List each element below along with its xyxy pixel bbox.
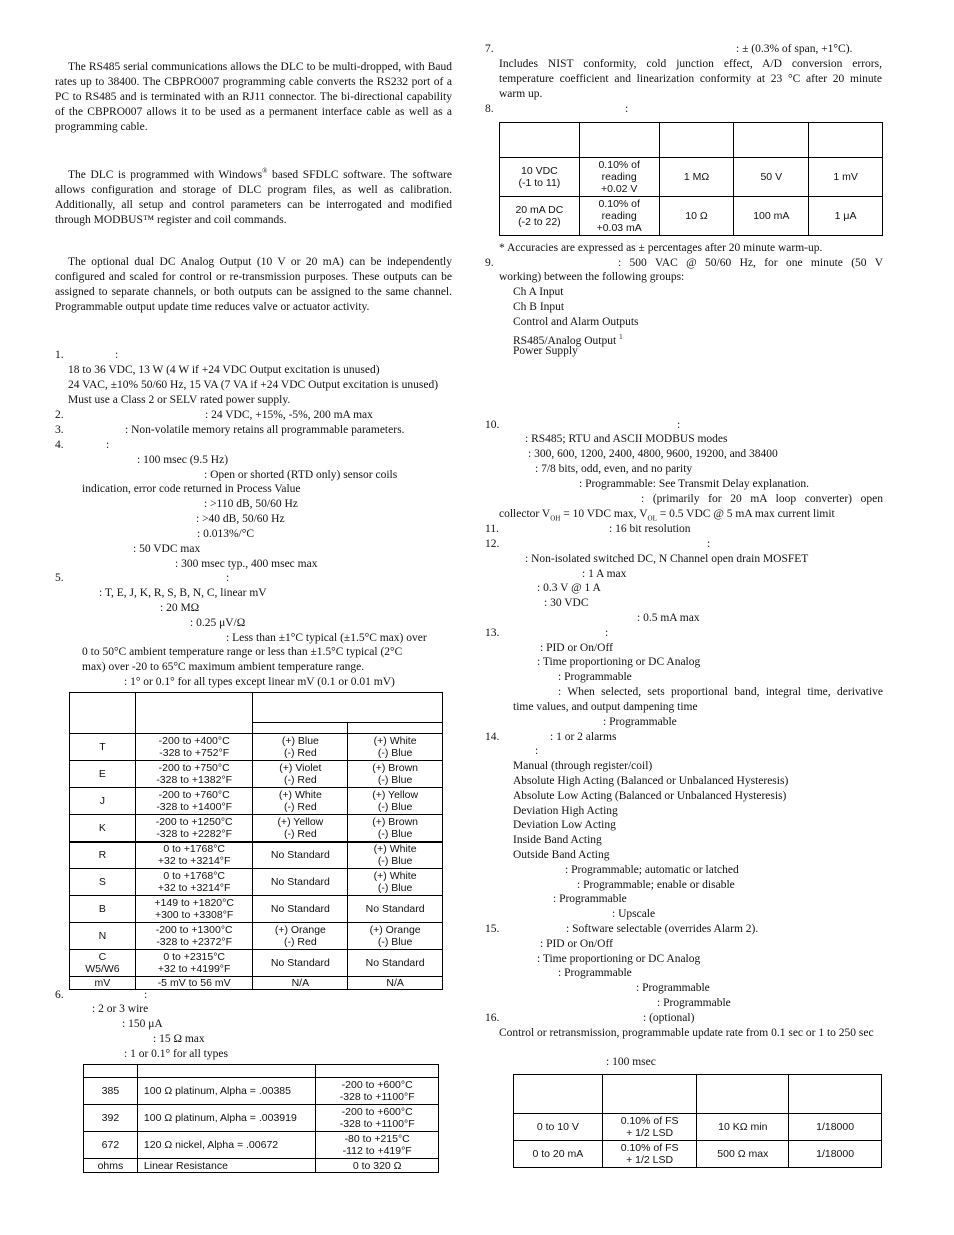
output-type-cell: 0 to 10 V xyxy=(514,1114,603,1141)
software-paragraph xyxy=(55,164,452,228)
wire-color-cell xyxy=(253,761,348,788)
rtd-description-cell: 120 Ω nickel, Alpha = .00672 xyxy=(137,1132,315,1159)
spec-11-text: : 16 bit resolution xyxy=(609,523,691,535)
cell-line: (+) Violet xyxy=(279,762,322,774)
table-header-row xyxy=(514,1075,882,1114)
spec-1-line: 18 to 36 VDC, 13 W (4 W if +24 VDC Output excitation is unused) xyxy=(68,364,380,376)
range-cell xyxy=(135,788,253,815)
spec-3-number: 3. xyxy=(55,424,64,436)
spec-9-head: : 500 VAC @ 50/60 Hz, for one minute (50 V xyxy=(618,257,883,269)
thermocouple-type-cell: T xyxy=(70,734,136,761)
cell-line: No Standard xyxy=(270,957,330,969)
cell-line: -5 mV to 56 mV xyxy=(157,977,231,989)
alarm-mode: Absolute High Acting (Balanced or Unbalanced Hysteresis) xyxy=(513,775,789,787)
spec-14-colon: : xyxy=(535,745,539,757)
spec-8-number: 8. xyxy=(485,103,494,115)
table-header-row xyxy=(70,693,443,723)
spec-4-line: : 300 msec typ., 400 msec max xyxy=(175,558,318,570)
spec-10-line: : Programmable: See Transmit Delay explanation. xyxy=(579,478,809,490)
voltage-text: = 0.5 VDC @ 5 mA max current limit xyxy=(656,508,835,520)
cell-line: 0.10% of xyxy=(598,159,640,171)
cell-line: -328 to +752°F xyxy=(159,747,230,759)
cell-line: 10 VDC xyxy=(521,165,558,177)
table-header-cell xyxy=(348,723,443,734)
cell-line: reading xyxy=(601,171,637,183)
isolation-group: Ch A Input xyxy=(513,286,564,298)
spec-4-number: 4. xyxy=(55,439,64,451)
spec-10-line: : (primarily for 20 mA loop converter) open xyxy=(641,493,883,505)
cell-line: +300 to +3308°F xyxy=(154,909,234,921)
wire-color-cell xyxy=(253,977,348,990)
table-row xyxy=(70,977,443,990)
spec-5-line: : Less than ±1°C typical (±1.5°C max) over xyxy=(226,632,427,644)
table-header-cell xyxy=(514,1075,603,1114)
wire-color-cell xyxy=(253,896,348,923)
spec-15-line: : Programmable xyxy=(558,967,632,979)
table-header-cell xyxy=(809,123,883,158)
table-header-cell xyxy=(602,1075,697,1114)
range-cell xyxy=(316,1078,439,1105)
alarm-mode: Inside Band Acting xyxy=(513,834,602,846)
table-row xyxy=(70,761,443,788)
table-header-cell xyxy=(253,693,443,723)
cell-line: (-) Blue xyxy=(377,827,413,840)
spec-14-line: : Programmable xyxy=(553,893,627,905)
wire-color-cell xyxy=(348,734,443,761)
spec-15-line: : Time proportioning or DC Analog xyxy=(537,953,701,965)
range-cell xyxy=(135,977,253,990)
spec-4-line: : 0.013%/°C xyxy=(197,528,254,540)
range-cell xyxy=(316,1132,439,1159)
spec-5-line: : 20 MΩ xyxy=(160,602,200,614)
load-cell: 500 Ω max xyxy=(697,1141,789,1168)
cell-line: No Standard xyxy=(270,903,330,915)
spec-6-line: : 1 or 0.1° for all types xyxy=(124,1048,228,1060)
spec-16-body: Control or retransmission, programmable update rate from 0.1 sec or 1 to 250 sec xyxy=(499,1027,874,1039)
spec-9-number: 9. xyxy=(485,257,494,269)
spec-12-line: : 30 VDC xyxy=(544,597,589,609)
table-header-row xyxy=(500,123,883,158)
table-header-cell xyxy=(734,123,809,158)
load-cell: 10 KΩ min xyxy=(697,1114,789,1141)
impedance-cell: 1 MΩ xyxy=(659,158,734,197)
spec-5-line: max) over -20 to 65°C maximum ambient temperature range. xyxy=(82,661,365,673)
output-type-cell: 0 to 20 mA xyxy=(514,1141,603,1168)
spec-10-colon: : xyxy=(677,419,681,431)
cell-line: (+) Orange xyxy=(369,924,421,936)
table-row xyxy=(70,788,443,815)
cell-line: -328 to +2282°F xyxy=(156,827,233,840)
spec-5-line: : 1° or 0.1° for all types except linear mV (0.1 or 0.01 mV) xyxy=(124,676,395,688)
spec-12-line: : 1 A max xyxy=(582,568,627,580)
table-row xyxy=(500,197,883,236)
thermocouple-table xyxy=(69,692,443,990)
spec-6-line: : 15 Ω max xyxy=(153,1033,205,1045)
cell-line: (+) Brown xyxy=(372,815,419,828)
spec-10-line: : 300, 600, 1200, 2400, 4800, 9600, 19200, and 38400 xyxy=(528,448,778,460)
table-row xyxy=(70,734,443,761)
cell-line: -200 to +600°C xyxy=(341,1106,413,1118)
accuracy-cell xyxy=(602,1141,697,1168)
cell-line: + 1/2 LSD xyxy=(626,1127,674,1139)
wire-color-cell xyxy=(348,815,443,842)
rs485-paragraph: The RS485 serial communications allows the DLC to be multi-dropped, with Baud rates up to 38400. The CBPRO007 programming cable converts the RS232 port of a PC to RS485 and is terminated with an RJ11 connector. The bi-directional capability of the CBPRO007 allows it to be used as a permanent interface cable as well as a programming cable. xyxy=(55,61,452,133)
table-row xyxy=(84,1105,439,1132)
accuracy-note: * Accuracies are expressed as ± percentages after 20 minute warm-up. xyxy=(499,242,823,254)
table-header-cell xyxy=(84,1065,138,1078)
spec-6-line: : 2 or 3 wire xyxy=(92,1003,149,1015)
cell-line: -112 to +419°F xyxy=(342,1145,412,1157)
thermocouple-type-cell: S xyxy=(70,869,136,896)
thermocouple-type-cell: R xyxy=(70,842,136,869)
spec-6-number: 6. xyxy=(55,989,64,1001)
cell-line: 0.10% of xyxy=(598,198,640,210)
cell-line: -200 to +400°C xyxy=(158,735,230,747)
cell-line: (-) Red xyxy=(284,827,317,840)
table-header-cell xyxy=(659,123,734,158)
cell-line: +32 to +4199°F xyxy=(157,963,231,975)
wire-color-cell xyxy=(253,842,348,869)
spec-5-colon: : xyxy=(226,572,230,584)
table-row xyxy=(70,896,443,923)
spec-14-text: : 1 or 2 alarms xyxy=(550,731,617,743)
software-text-a: The DLC is programmed with Windows xyxy=(68,168,263,181)
cell-line: (+) Yellow xyxy=(277,815,324,828)
cell-line: N/A xyxy=(291,977,310,989)
spec-1-colon: : xyxy=(115,349,119,361)
alarm-mode: Deviation High Acting xyxy=(513,805,618,817)
spec-14-line: : Programmable; automatic or latched xyxy=(565,864,739,876)
cell-line: -328 to +2372°F xyxy=(156,936,233,948)
table-header-cell xyxy=(137,1065,315,1078)
cell-line: 0.10% of FS xyxy=(620,1142,679,1154)
cell-line: (-) Blue xyxy=(377,936,413,948)
thermocouple-type-cell: N xyxy=(70,923,136,950)
table-header-cell xyxy=(697,1075,789,1114)
voltage-text: collector V xyxy=(499,508,551,520)
alarm-mode: Outside Band Acting xyxy=(513,849,610,861)
spec-7-body: Includes NIST conformity, cold junction effect, A/D conversion errors, temperature coefficient and linearization conformity at 23 °C after 20 minute warm up. xyxy=(499,58,882,100)
spec-16-text: : (optional) xyxy=(643,1012,695,1024)
wire-color-cell xyxy=(348,950,443,977)
spec-13-colon: : xyxy=(605,627,609,639)
resolution-cell: 1/18000 xyxy=(789,1141,882,1168)
cell-line: +0.02 V xyxy=(600,183,638,195)
footnote-marker: 1 xyxy=(619,333,623,341)
table-header-cell xyxy=(253,723,348,734)
spec-13-line: : Programmable xyxy=(603,716,677,728)
spec-4-colon: : xyxy=(106,439,110,451)
table-row xyxy=(70,869,443,896)
spec-13-line: : PID or On/Off xyxy=(540,642,613,654)
cell-line: -328 to +1400°F xyxy=(156,801,233,813)
alarm-mode: Manual (through register/coil) xyxy=(513,760,653,772)
spec-1-line: 24 VAC, ±10% 50/60 Hz, 15 VA (7 VA if +24 VDC Output excitation is unused) xyxy=(68,379,439,391)
cell-line: -328 to +1382°F xyxy=(156,774,233,786)
spec-6-line: : 150 μA xyxy=(122,1018,163,1030)
spec-13-line: time values, and output dampening time xyxy=(513,701,698,713)
cell-line: +32 to +3214°F xyxy=(157,882,231,894)
spec-5-number: 5. xyxy=(55,572,64,584)
max-input-cell: 100 mA xyxy=(734,197,809,236)
table-header-cell xyxy=(316,1065,439,1078)
isolation-group: Ch B Input xyxy=(513,301,565,313)
spec-4-line: indication, error code returned in Process Value xyxy=(82,483,301,495)
spec-16-number: 16. xyxy=(485,1012,500,1024)
spec-15-number: 15. xyxy=(485,923,500,935)
software-text-b: based SFDLC software. The software allows configuration and storage of DLC program files, as well as calibration. Additionally, all setup and control parameters can be interrogated and modified through MODBUS™ register and coil commands. xyxy=(55,168,452,226)
spec-14-line: : Upscale xyxy=(612,908,656,920)
analog-output-paragraph: The optional dual DC Analog Output (10 V or 20 mA) can be independently configured and scaled for control or re-transmission purposes. These outputs can be assigned to separate channels, or both outputs can be assigned to the same channel. Programmable output update time reduces valve or actuator activity. xyxy=(55,256,452,313)
table-row xyxy=(500,158,883,197)
rtd-type-cell: 672 xyxy=(84,1132,138,1159)
spec-5-line: : T, E, J, K, R, S, B, N, C, linear mV xyxy=(99,587,267,599)
cell-line: -200 to +1300°C xyxy=(155,924,233,936)
cell-line: -200 to +760°C xyxy=(158,789,230,801)
thermocouple-type-cell: C W5/W6 xyxy=(70,950,136,977)
cell-line: (-1 to 11) xyxy=(518,177,561,189)
isolation-group: Power Supply xyxy=(513,345,578,357)
input-range-cell xyxy=(500,197,580,236)
cell-line: (-) Blue xyxy=(377,855,413,868)
spec-4-line: : >40 dB, 50/60 Hz xyxy=(196,513,285,525)
cell-line: + 1/2 LSD xyxy=(626,1154,674,1166)
table-header-cell xyxy=(579,123,659,158)
cell-line: (+) White xyxy=(373,735,417,747)
analog-output-table xyxy=(513,1074,882,1168)
table-header-cell xyxy=(70,693,136,734)
cell-line: 0 to 320 Ω xyxy=(352,1159,402,1172)
spec-5-line: 0 to 50°C ambient temperature range or less than ±1.5°C typical (2°C xyxy=(82,646,403,658)
spec-1-line: Must use a Class 2 or SELV rated power supply. xyxy=(68,394,291,406)
table-row xyxy=(514,1114,882,1141)
table-row xyxy=(70,923,443,950)
spec-12-number: 12. xyxy=(485,538,500,550)
cell-line: (-) Blue xyxy=(377,801,413,813)
cell-line: (-2 to 22) xyxy=(518,216,561,228)
spec-14-line: : Programmable; enable or disable xyxy=(577,879,735,891)
thermocouple-type-cell: E xyxy=(70,761,136,788)
wire-color-cell xyxy=(348,788,443,815)
spec-3-text: : Non-volatile memory retains all programmable parameters. xyxy=(125,424,405,436)
spec-13-line: : Programmable xyxy=(558,671,632,683)
wire-color-cell xyxy=(253,923,348,950)
spec-8-colon: : xyxy=(625,103,629,115)
range-cell xyxy=(135,842,253,869)
voltage-subscript: OL xyxy=(647,514,657,523)
cell-line: (+) White xyxy=(373,870,417,882)
range-cell xyxy=(316,1105,439,1132)
wire-color-cell xyxy=(253,788,348,815)
range-cell xyxy=(135,869,253,896)
table-row xyxy=(514,1141,882,1168)
wire-color-cell xyxy=(348,896,443,923)
spec-15-line: : Programmable xyxy=(657,997,731,1009)
cell-line: No Standard xyxy=(365,957,425,969)
cell-line: (+) White xyxy=(373,843,417,856)
wire-color-cell xyxy=(348,923,443,950)
spec-2-number: 2. xyxy=(55,409,64,421)
cell-line: N/A xyxy=(386,977,404,989)
cell-line: (+) Orange xyxy=(274,924,326,936)
spec-13-number: 13. xyxy=(485,627,500,639)
accuracy-cell xyxy=(579,197,659,236)
spec-16-line: : 100 msec xyxy=(606,1056,656,1068)
isolation-group: Control and Alarm Outputs xyxy=(513,316,639,328)
range-cell xyxy=(135,923,253,950)
spec-10-number: 10. xyxy=(485,419,500,431)
cell-line: No Standard xyxy=(270,876,330,888)
resolution-cell: 1/18000 xyxy=(789,1114,882,1141)
cell-line: (-) Red xyxy=(284,801,317,813)
table-row xyxy=(70,950,443,977)
wire-color-cell xyxy=(348,761,443,788)
spec-15-text: : Software selectable (overrides Alarm 2). xyxy=(566,923,759,935)
spec-4-line: : >110 dB, 50/60 Hz xyxy=(204,498,298,510)
input-range-cell xyxy=(500,158,580,197)
cell-line: (-) Red xyxy=(284,747,317,759)
table-header-row xyxy=(84,1065,439,1078)
cell-line: 0 to +1768°C xyxy=(163,843,226,856)
thermocouple-type-cell: K xyxy=(70,815,136,842)
cell-line: (+) Blue xyxy=(281,735,319,747)
spec-15-line: : Programmable xyxy=(636,982,710,994)
cell-line: 20 mA DC xyxy=(515,204,564,216)
rtd-type-cell: ohms xyxy=(84,1159,138,1173)
spec-7-head: : ± (0.3% of span, +1°C). xyxy=(736,43,853,55)
wire-color-cell xyxy=(253,950,348,977)
spec-9-line: working) between the following groups: xyxy=(499,271,685,283)
range-cell xyxy=(316,1159,439,1173)
thermocouple-type-cell: mV xyxy=(70,977,136,990)
input-table xyxy=(499,122,883,236)
wire-color-cell xyxy=(253,815,348,842)
spec-4-line: : 100 msec (9.5 Hz) xyxy=(137,454,229,466)
accuracy-cell xyxy=(579,158,659,197)
cell-line: No Standard xyxy=(365,903,425,915)
alarm-mode: Deviation Low Acting xyxy=(513,819,616,831)
impedance-cell: 10 Ω xyxy=(659,197,734,236)
cell-line: (+) White xyxy=(278,789,322,801)
resolution-cell: 1 mV xyxy=(809,158,883,197)
cell-line: 0 to +2315°C xyxy=(163,951,226,963)
spec-5-line: : 0.25 μV/Ω xyxy=(190,617,246,629)
range-cell xyxy=(135,815,253,842)
cell-line: (+) Yellow xyxy=(372,789,419,801)
registered-mark: ® xyxy=(262,167,268,175)
thermocouple-type-cell: J xyxy=(70,788,136,815)
cell-line: -80 to +215°C xyxy=(344,1133,410,1145)
spec-6-colon: : xyxy=(144,989,148,1001)
table-row xyxy=(70,815,443,842)
spec-10-line: : 7/8 bits, odd, even, and no parity xyxy=(535,463,693,475)
spec-1-number: 1. xyxy=(55,349,64,361)
cell-line: +32 to +3214°F xyxy=(157,855,231,868)
table-row xyxy=(84,1078,439,1105)
cell-line: 0.10% of FS xyxy=(620,1115,679,1127)
cell-line: +149 to +1820°C xyxy=(154,897,234,909)
wire-color-cell xyxy=(253,734,348,761)
spec-13-line: : Time proportioning or DC Analog xyxy=(537,656,701,668)
table-row xyxy=(70,842,443,869)
rtd-type-cell: 392 xyxy=(84,1105,138,1132)
spec-12-line: : 0.3 V @ 1 A xyxy=(537,582,601,594)
max-input-cell: 50 V xyxy=(734,158,809,197)
spec-15-line: : PID or On/Off xyxy=(540,938,613,950)
rtd-description-cell: 100 Ω platinum, Alpha = .003919 xyxy=(137,1105,315,1132)
wire-color-cell xyxy=(348,869,443,896)
range-cell xyxy=(135,896,253,923)
rtd-table xyxy=(83,1064,439,1173)
rtd-description-cell: 100 Ω platinum, Alpha = .00385 xyxy=(137,1078,315,1105)
spec-4-line: : 50 VDC max xyxy=(133,543,201,555)
spec-14-number: 14. xyxy=(485,731,500,743)
spec-12-line: : Non-isolated switched DC, N Channel open drain MOSFET xyxy=(525,553,809,565)
range-cell xyxy=(135,950,253,977)
resolution-cell: 1 μA xyxy=(809,197,883,236)
cell-line: reading xyxy=(601,210,637,222)
table-header-cell xyxy=(500,123,580,158)
table-header-cell xyxy=(135,693,253,734)
range-cell xyxy=(135,734,253,761)
table-header-cell xyxy=(789,1075,882,1114)
rtd-type-cell: 385 xyxy=(84,1078,138,1105)
cell-line: -200 to +750°C xyxy=(158,762,230,774)
cell-line: No Standard xyxy=(270,849,330,862)
cell-line: 0 to +1768°C xyxy=(163,870,226,882)
cell-line: -200 to +600°C xyxy=(341,1079,413,1091)
voltage-subscript: OH xyxy=(550,514,561,523)
spec-12-line: : 0.5 mA max xyxy=(637,612,700,624)
isolation-group-label: RS485/Analog Output xyxy=(513,334,617,347)
cell-line: (-) Red xyxy=(284,774,317,786)
thermocouple-type-cell: B xyxy=(70,896,136,923)
spec-12-colon: : xyxy=(707,538,711,550)
cell-line: -328 to +1100°F xyxy=(339,1091,415,1103)
cell-line: -328 to +1100°F xyxy=(339,1118,415,1130)
table-row xyxy=(84,1132,439,1159)
voltage-text: = 10 VDC max, V xyxy=(560,508,648,520)
cell-line: (+) Brown xyxy=(372,762,419,774)
wire-color-cell xyxy=(348,977,443,990)
spec-2-text: : 24 VDC, +15%, -5%, 200 mA max xyxy=(205,409,373,421)
cell-line: (-) Red xyxy=(284,936,317,948)
cell-line: -200 to +1250°C xyxy=(155,815,233,828)
cell-line: (-) Blue xyxy=(377,747,413,759)
wire-color-cell xyxy=(253,869,348,896)
table-row xyxy=(84,1159,439,1173)
range-cell xyxy=(135,761,253,788)
wire-color-cell xyxy=(348,842,443,869)
spec-11-number: 11. xyxy=(485,523,499,535)
alarm-mode: Absolute Low Acting (Balanced or Unbalanced Hysteresis) xyxy=(513,790,787,802)
spec-4-line: : Open or shorted (RTD only) sensor coils xyxy=(204,469,398,481)
cell-line: +0.03 mA xyxy=(596,222,642,234)
cell-line: (-) Blue xyxy=(377,774,413,786)
accuracy-cell xyxy=(602,1114,697,1141)
spec-7-number: 7. xyxy=(485,43,494,55)
cell-line: (-) Blue xyxy=(377,882,413,894)
rtd-description-cell: Linear Resistance xyxy=(137,1159,315,1173)
spec-10-line: : RS485; RTU and ASCII MODBUS modes xyxy=(525,433,728,445)
spec-13-line: : When selected, sets proportional band, integral time, derivative xyxy=(558,686,883,698)
